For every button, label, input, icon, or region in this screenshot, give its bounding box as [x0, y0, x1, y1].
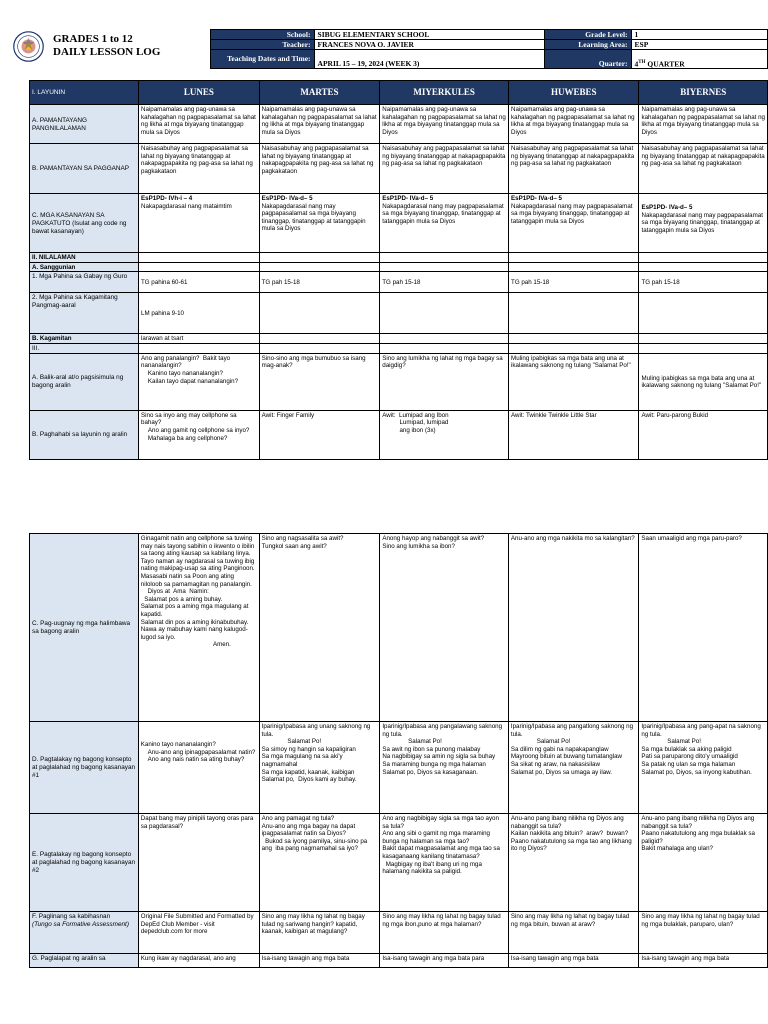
kasanayan-code: EsP1PD- IVa-d– 5: [261, 195, 313, 202]
cell-tg-lunes: TG pahina 60-61: [139, 272, 260, 293]
row-label-pag-uugnay: C. Pag-uugnay ng mga halimbawa sa bagong aralin: [30, 534, 139, 722]
cell-kasanayan-miyerkules: [380, 194, 509, 253]
pamamaraan-label: III.: [30, 343, 139, 353]
row-label-pamantayan-sa-pagganap: B. PAMANTAYAN SA PAGGANAP: [30, 144, 139, 194]
cell-paglinang-miyerkules: Sino ang may likha ng lahat ng bagay tulad ng mga ibon,puno at mga halaman?: [380, 912, 509, 954]
cell-paglalapat-lunes: Kung ikaw ay nagdarasal, ano ang: [138, 954, 259, 968]
dates-label: Teaching Dates and Time:: [211, 50, 315, 69]
row-label-paglinang: [30, 912, 139, 954]
layunin-header: I. LAYUNIN: [30, 81, 139, 105]
cell-lm-huwebes: [509, 293, 639, 334]
cell-paglinang-lunes: Original File Submitted and Formatted by DepEd Club Member - visit depedclub.com for more: [138, 912, 259, 954]
day-header-huwebes: HUWEBES: [509, 81, 639, 105]
cell-paghahabi-miyerkules: Awit: Lumipad ang Ibon Lumipad, lumipad ang ibon (3x): [380, 410, 509, 459]
deped-seal-icon: [13, 31, 44, 62]
cell-tg-miyerkules: TG pah 15-18: [380, 272, 509, 293]
cell-pagtalakay-2-martes: Ano ang pamagat ng tula? Anu-ano ang mga bagay na dapat ipagpasalamat natin sa Diyos? Bukod sa iyong pamilya, sinu-sino pa ang iba pang nagmamahal sa iyo?: [259, 814, 380, 912]
cell-paghahabi-huwebes: Awit: Twinkle Twinkle Little Star: [509, 410, 639, 459]
cell-balik-aral-biyernes: Muling ipabigkas sa mga bata ang una at ikalawang saknong ng tulang "Salamat Po!": [639, 353, 768, 410]
cell-pagganap-huwebes: Naisasabuhay ang pagpapasalamat sa lahat ng biyayang tinatanggap at nakapagpapakita ng pag-asa sa lahat ng pagkakataon: [509, 144, 639, 194]
cell-tg-martes: TG pah 15-18: [259, 272, 380, 293]
info-table: [210, 29, 768, 69]
cell-paglalapat-miyerkules: Isa-isang tawagin ang mga bata para: [380, 954, 509, 968]
kasanayan-code: EsP1PD- IVa-d– 5: [382, 195, 434, 202]
cell-pag-uugnay-martes: Sino ang nagsasalita sa awit? Tungkol saan ang awit?: [259, 534, 380, 722]
cell-lm-miyerkules: [380, 293, 509, 334]
cell-kasanayan-biyernes: [639, 194, 768, 253]
cell-paglinang-huwebes: Sino ang may likha ng lahat ng bagay tulad ng mga bituin, buwan at araw?: [508, 912, 639, 954]
cell-pagtalakay-1-huwebes: Iparinig/Ipabasa ang pangatlong saknong ng tula. Salamat Po! Sa dilim ng gabi na napakapanglaw Mayroong bituin at buwang tumatanglaw Sa sikat ng araw, na nakasisilaw Salamat po, Diyos sa umaga ay ilaw.: [508, 722, 639, 814]
school-label: School:: [211, 30, 315, 40]
row-label-paghahabi: B. Paghahabi sa layunin ng aralin: [30, 410, 139, 459]
lesson-table-part-2: [29, 533, 768, 968]
row-label-pagtalakay-1: D. Pagtalakay ng bagong konsepto at paglalahad ng bagong kasanayan #1: [30, 722, 139, 814]
cell-pagtalakay-1-lunes: Kanino tayo nananalangin? Anu-ano ang ipinagpapasalamat natin? Ano ang nais natin sa ating buhay?: [138, 722, 259, 814]
grade-value: 1: [631, 30, 767, 40]
dates-value: APRIL 15 – 19, 2024 (WEEK 3): [314, 50, 544, 69]
sanggunian-label: A. Sanggunian: [30, 262, 139, 272]
day-header-miyerkules: MIYERKULES: [380, 81, 509, 105]
cell-balik-aral-miyerkules: Sino ang lumikha ng lahat ng mga bagay sa daigdig?: [380, 353, 509, 410]
cell-pagganap-biyernes: Naisasabuhay ang pagpapasalamat sa lahat ng biyayang tinatanggap at nakapagpapakita ng pag-asa sa lahat ng pagkakataon: [639, 144, 768, 194]
kasanayan-code: EsP1PD- IVh-i – 4: [141, 195, 193, 202]
cell-lm-biyernes: [639, 293, 768, 334]
cell-pag-uugnay-lunes: Ginagamit natin ang cellphone sa tuwing may nais tayong sabihin o ikwento o ibilin sa taong ating kausap sa kabilang linya. Tayo naman ay nagdarasal sa tuwing ibig nating makipag-usap sa ating Panginoon. Masasabi natin sa Poon ang ating niloloob sa pamamagitan ng panalangin. Diyos at Ama Namin: Salamat pos a aming buhay. Salamat pos a aming mga magulang at kapatid. Salamat din pos a aming ikinabubuhay. Nawa ay mabuhay kami nang kalugod-lugod sa iyo. Amen.: [138, 534, 259, 722]
cell-pangnilalaman-martes: Naipamamalas ang pag-unawa sa kahalagahan ng pagpapasalamat sa lahat ng likha at mga biyayang tinatanggap mula sa Diyos: [259, 105, 380, 144]
cell-paghahabi-biyernes: Awit: Paru-parong Bukid: [639, 410, 768, 459]
cell-paglalapat-biyernes: Isa-isang tawagin ang mga bata: [639, 954, 768, 968]
cell-tg-biyernes: TG pah 15-18: [639, 272, 768, 293]
cell-kasanayan-martes: [259, 194, 380, 253]
cell-tg-huwebes: TG pah 15-18: [509, 272, 639, 293]
row-label-pamantayang-pangnilalaman: A. PAMANTAYANG PANGNILALAMAN: [30, 105, 139, 144]
cell-paglinang-martes: Sino ang may likha ng lahat ng bagay tulad ng sariwang hangin? kapatid, kaanak, kaibigan at magulang?: [259, 912, 380, 954]
cell-lm-lunes: LM pahina 9-10: [139, 293, 260, 334]
kasanayan-code: EsP1PD- IVa-d– 5: [641, 204, 693, 211]
kasanayan-text: Nakapagdarasal nang may pagpapasalamat sa mga biyayang tinanggap, tinatanggap at tatanggapin mula sa Diyos: [641, 211, 763, 234]
cell-kagamitan-lunes: larawan at tsart: [139, 334, 260, 344]
school-value: SIBUG ELEMENTARY SCHOOL: [314, 30, 544, 40]
day-header-martes: MARTES: [259, 81, 380, 105]
kasanayan-text: Nakapagdarasal nang mataimtim: [141, 202, 232, 210]
teacher-label: Teacher:: [211, 40, 315, 50]
paglinang-label: F. Paglinang sa kabihasnan: [32, 913, 111, 920]
kasanayan-code: EsP1PD- IVa-d– 5: [511, 195, 562, 202]
kasanayan-text: Nakapagdarasal nang may pagpapasalamat sa mga biyayang tinanggap, tinatanggap at tatanggapin mula sa Diyos: [511, 202, 633, 225]
cell-balik-aral-lunes: Ano ang panalangin? Bakit tayo nananalangin? Kanino tayo nananalangin? Kailan tayo dapat nananalangin?: [139, 353, 260, 410]
cell-pag-uugnay-miyerkules: Anong hayop ang nabanggit sa awit? Sino ang lumikha sa ibon?: [380, 534, 509, 722]
document-title: GRADES 1 to 12: [53, 33, 133, 45]
cell-pagtalakay-1-martes: Iparinig/Ipabasa ang unang saknong ng tula. Salamat Po! Sa simoy ng hangin sa kapaligiran Sa mga magulang na sa aki'y nagmamahal Sa mga kapatid, kaanak, kaibigan Salamat po, Diyos kami ay buhay.: [259, 722, 380, 814]
cell-pagganap-martes: Naisasabuhay ang pagpapasalamat sa lahat ng biyayang tinatanggap at nakapagpapakita ng pag-asa sa lahat ng pagkakataon: [259, 144, 380, 194]
day-header-biyernes: BIYERNES: [639, 81, 768, 105]
row-label-kagamitang-pangmag-aaral: 2. Mga Pahina sa Kagamitang Pangmag-aaral: [30, 293, 139, 334]
kagamitan-label: B. Kagamitan: [30, 334, 139, 344]
cell-paghahabi-martes: Awit: Finger Family: [259, 410, 380, 459]
document-subtitle: DAILY LESSON LOG: [53, 46, 161, 58]
cell-paglalapat-martes: Isa-isang tawagin ang mga bata: [259, 954, 380, 968]
cell-pangnilalaman-huwebes: Naipamamalas ang pag-unawa sa kahalagahan ng pagpapasalamat sa lahat ng likha at mga biyayang tinatanggap mula sa Diyos: [509, 105, 639, 144]
cell-balik-aral-huwebes: Muling ipabigkas sa mga bata ang una at ikalawang saknong ng tulang "Salamat Po!": [509, 353, 639, 410]
row-label-gabay-ng-guro: 1. Mga Pahina sa Gabay ng Guro: [30, 272, 139, 293]
cell-pangnilalaman-lunes: Naipamamalas ang pag-unawa sa kahalagahan ng pagpapasalamat sa lahat ng likha at mga biyayang tinatanggap mula sa Diyos: [139, 105, 260, 144]
row-label-paglalapat: G. Paglalapat ng aralin sa: [30, 954, 139, 968]
lesson-table-part-1: [29, 80, 768, 460]
quarter-value: 4TH QUARTER: [631, 50, 767, 69]
cell-pagtalakay-2-miyerkules: Ano ang nagbibigay sigla sa mga tao ayon sa tula? Ano ang sibi o gamit ng mga maraming bunga ng halaman sa mga tao? Bakit dapat magpasalamat ang mga tao sa kasaganaang kanilang tinatamasa? Magbigay ng iba't ibang uri ng mga halamang nakikita sa paligid.: [380, 814, 509, 912]
cell-lm-martes: [259, 293, 380, 334]
kasanayan-text: Nakapagdarasal nang may pagpapasalamat sa mga biyayang tinanggap, tinatanggap at tatanggapin mula sa Diyos: [382, 202, 504, 225]
cell-pangnilalaman-miyerkules: Naipamamalas ang pag-unawa sa kahalagahan ng pagpapasalamat sa lahat ng likha at mga biyayang tinatanggap mula sa Diyos: [380, 105, 509, 144]
cell-pagtalakay-2-biyernes: Anu-ano pang ibang nilikha ng Diyos ang nabanggit sa tula? Paano nakatutulong ang mga bulaklak sa paligid? Bakit mahalaga ang ulan?: [639, 814, 768, 912]
cell-pagganap-miyerkules: Naisasabuhay ang pagpapasalamat sa lahat ng biyayang tinatanggap at nakapagpapakita ng pag-asa sa lahat ng pagkakataon: [380, 144, 509, 194]
cell-paglalapat-huwebes: Isa-isang tawagin ang mga bata: [508, 954, 639, 968]
cell-paglinang-biyernes: Sino ang may likha ng lahat ng bagay tulad ng mga bulaklak, paruparo, ulan?: [639, 912, 768, 954]
cell-pagtalakay-1-biyernes: Iparinig/Ipabasa ang pang-apat na saknong ng tula. Salamat Po! Sa mga bulaklak sa aking paligid Pati sa paruparong dito'y umaaligid Sa patak ng ulan sa mga halaman Salamat po, Diyos, sa inyong kabutihan.: [639, 722, 768, 814]
cell-kasanayan-huwebes: [509, 194, 639, 253]
learning-area-label: Learning Area:: [544, 40, 631, 50]
cell-pagtalakay-1-miyerkules: Iparinig/Ipabasa ang pangalawang saknong ng tula. Salamat Po! Sa awit ng ibon sa punong malabay Na nagbibigay sa amin ng sigla sa buhay Sa maraming bunga ng mga halaman Salamat po, Diyos sa kasaganaan.: [380, 722, 509, 814]
kasanayan-text: Nakapagdarasal nang may pagpapasalamat sa mga biyayang tinanggap, tinatanggap at tatanggapin mula sa Diyos: [261, 202, 366, 233]
cell-pagtalakay-2-lunes: Dapat bang may pinipili tayong oras para sa pagdarasal?: [138, 814, 259, 912]
cell-pag-uugnay-biyernes: Saan umaaligid ang mga paru-paro?: [639, 534, 768, 722]
cell-pangnilalaman-biyernes: Naipamamalas ang pag-unawa sa kahalagahan ng pagpapasalamat sa lahat ng likha at mga biyayang tinatanggap mula sa Diyos: [639, 105, 768, 144]
teacher-value: FRANCES NOVA O. JAVIER: [314, 40, 544, 50]
cell-balik-aral-martes: Sino-sino ang mga bumubuo sa isang mag-anak?: [259, 353, 380, 410]
learning-area-value: ESP: [631, 40, 767, 50]
cell-pagganap-lunes: Naisasabuhay ang pagpapasalamat sa lahat ng biyayang tinatanggap at nakapagpapakita ng pag-asa sa lahat ng pagkakataon: [139, 144, 260, 194]
grade-label: Grade Level:: [544, 30, 631, 40]
kasanayan-label: C. MGA KASANAYAN SA PAGKATUTO (Isulat ang code ng bawat kasanayan): [32, 211, 127, 235]
cell-pag-uugnay-huwebes: Anu-ano ang mga nakikita mo sa kalangitan?: [508, 534, 639, 722]
day-header-lunes: LUNES: [139, 81, 260, 105]
row-label-mga-kasanayan: [30, 194, 139, 253]
paglinang-note: (Tungo sa Formative Assessment): [32, 921, 129, 928]
nilalaman-label: II. NILALAMAN: [30, 253, 139, 263]
cell-pagtalakay-2-huwebes: Anu-ano pang ibang nilikha ng Diyos ang nabanggit sa tula? Kailan nakikita ang bituin? araw? buwan? Paano nakatutulong sa mga tao ang likhang ito ng Diyos?: [508, 814, 639, 912]
cell-paghahabi-lunes: Sino sa inyo ang may cellphone sa bahay? Ano ang gamit ng cellphone sa inyo? Mahalaga ba ang cellphone?: [139, 410, 260, 459]
cell-kasanayan-lunes: [139, 194, 260, 253]
row-label-balik-aral: A. Balik-aral at/o pagsisimula ng bagong aralin: [30, 353, 139, 410]
row-label-pagtalakay-2: E. Pagtalakay ng bagong konsepto at paglalahad ng bagong kasanayan #2: [30, 814, 139, 912]
quarter-label: Quarter:: [544, 50, 631, 69]
